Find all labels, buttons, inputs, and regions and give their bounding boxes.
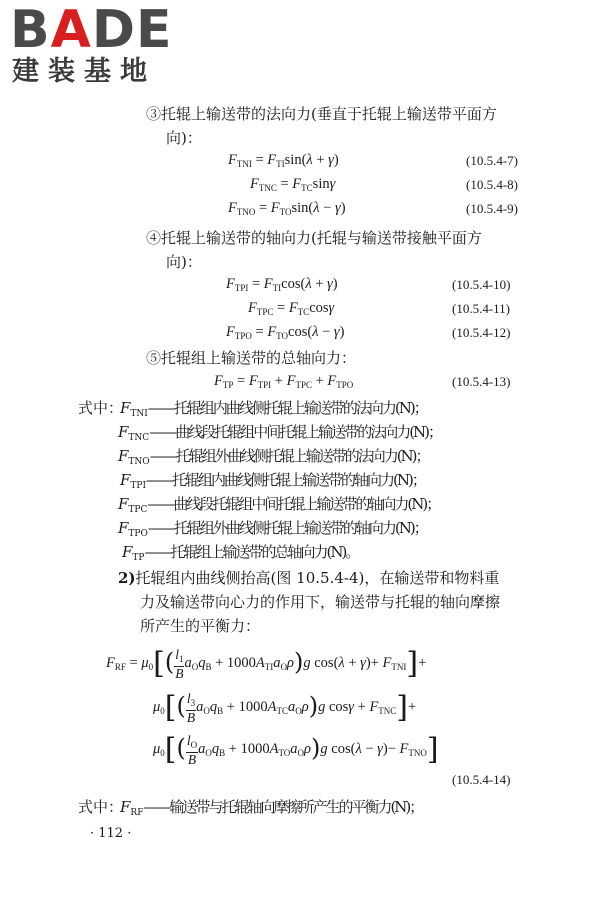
- logo-subtitle: 建装基地: [12, 56, 156, 87]
- equation-number: (10.5.4-12): [452, 325, 511, 340]
- equation-number: (10.5.4-9): [466, 201, 518, 216]
- item3-title-line2: 向)：: [166, 129, 202, 147]
- equation-number: (10.5.4-14): [452, 772, 511, 787]
- equation-10-5-4-8: $F_{TNC} = F_{TC}\sin\gamma$: [250, 176, 336, 193]
- definition-row: $F_{TNO}——$托辊组外曲线侧托辊上输送带的法向力(N)；: [118, 447, 429, 467]
- definition-row: $F_{TPI}——$托辊组内曲线侧托辊上输送带的轴向力(N)；: [120, 471, 425, 491]
- item2-line1: 2)托辊组内曲线侧抬高(图 10.5.4-4)，在输送带和物料重: [118, 569, 500, 587]
- definition-row: $F_{TP}——$托辊组上输送带的总轴向力(N)。: [122, 543, 359, 563]
- equation-10-5-4-14-line2: $\mu_0$[( $\frac{l_3}{B}$ $a_Oq_B + 1000A_{TC}a_O\rho)g$ $\cos\gamma + F_{TNC}]+$: [153, 690, 417, 725]
- item5-title: ⑤托辊组上输送带的总轴向力：: [146, 349, 357, 367]
- equation-10-5-4-9: $F_{TNO} = F_{TO}\sin(\lambda - \gamma)$: [228, 200, 346, 217]
- equation-10-5-4-14-line3: $\mu_0$[( $\frac{l_O}{B}$ $a_Oq_B + 1000A_{TO}a_O\rho)g$ $\cos(\lambda - \gamma)- F_{TNO}$]: [153, 732, 439, 767]
- page-number: · 112 ·: [90, 826, 132, 841]
- equation-10-5-4-13: $F_{TP} = F_{TPI} + F_{TPC} + F_{TPO}$: [214, 373, 354, 390]
- definition-row: $F_{RF}——$输送带与托辊轴向摩擦所产生的平衡力(N)；: [120, 798, 423, 818]
- equation-10-5-4-14-line1: $F_{RF} = \mu_0$[( $\frac{l_1}{B}$ $a_Oq_B + 1000A_{TI}a_O\rho)g$ $\cos(\lambda + \gamma)+ F_{TNI}]+$: [106, 646, 427, 681]
- equation-number: (10.5.4-10): [452, 277, 511, 292]
- where-prefix: 式中：: [78, 399, 124, 417]
- bade-logo: [10, 2, 180, 88]
- equation-10-5-4-10: $F_{TPI} = F_{TI}\cos(\lambda + \gamma)$: [226, 276, 338, 293]
- equation-10-5-4-7: $F_{TNI} = F_{TI}\sin(\lambda + \gamma)$: [228, 152, 339, 169]
- equation-number: (10.5.4-8): [466, 177, 518, 192]
- equation-number: (10.5.4-7): [466, 153, 518, 168]
- definition-row: $F_{TNI}——$托辊组内曲线侧托辊上输送带的法向力(N)；: [120, 399, 427, 419]
- item4-title-line2: 向)：: [166, 253, 202, 271]
- item2-line2: 力及输送带向心力的作用下，输送带与托辊的轴向摩擦: [140, 593, 501, 611]
- logo-brand: BADE: [10, 0, 173, 60]
- equation-number: (10.5.4-11): [452, 301, 511, 316]
- definition-row: $F_{TNC}——$曲线段托辊组中间托辊上输送带的法向力(N)；: [118, 423, 442, 443]
- equation-10-5-4-12: $F_{TPO} = F_{TO}\cos(\lambda - \gamma)$: [226, 324, 345, 341]
- equation-number: (10.5.4-13): [452, 374, 511, 389]
- definition-row: $F_{TPC}——$曲线段托辊组中间托辊上输送带的轴向力(N)；: [118, 495, 440, 515]
- item4-title-line1: ④托辊上输送带的轴向力(托辊与输送带接触平面方: [146, 229, 482, 247]
- item3-title-line1: ③托辊上输送带的法向力(垂直于托辊上输送带平面方: [146, 105, 497, 123]
- where-prefix: 式中：: [78, 798, 124, 816]
- definition-row: $F_{TPO}——$托辊组外曲线侧托辊上输送带的轴向力(N)；: [118, 519, 427, 539]
- item2-line3: 所产生的平衡力：: [140, 617, 261, 635]
- equation-10-5-4-11: $F_{TPC} = F_{TC}\cos\gamma$: [248, 300, 335, 317]
